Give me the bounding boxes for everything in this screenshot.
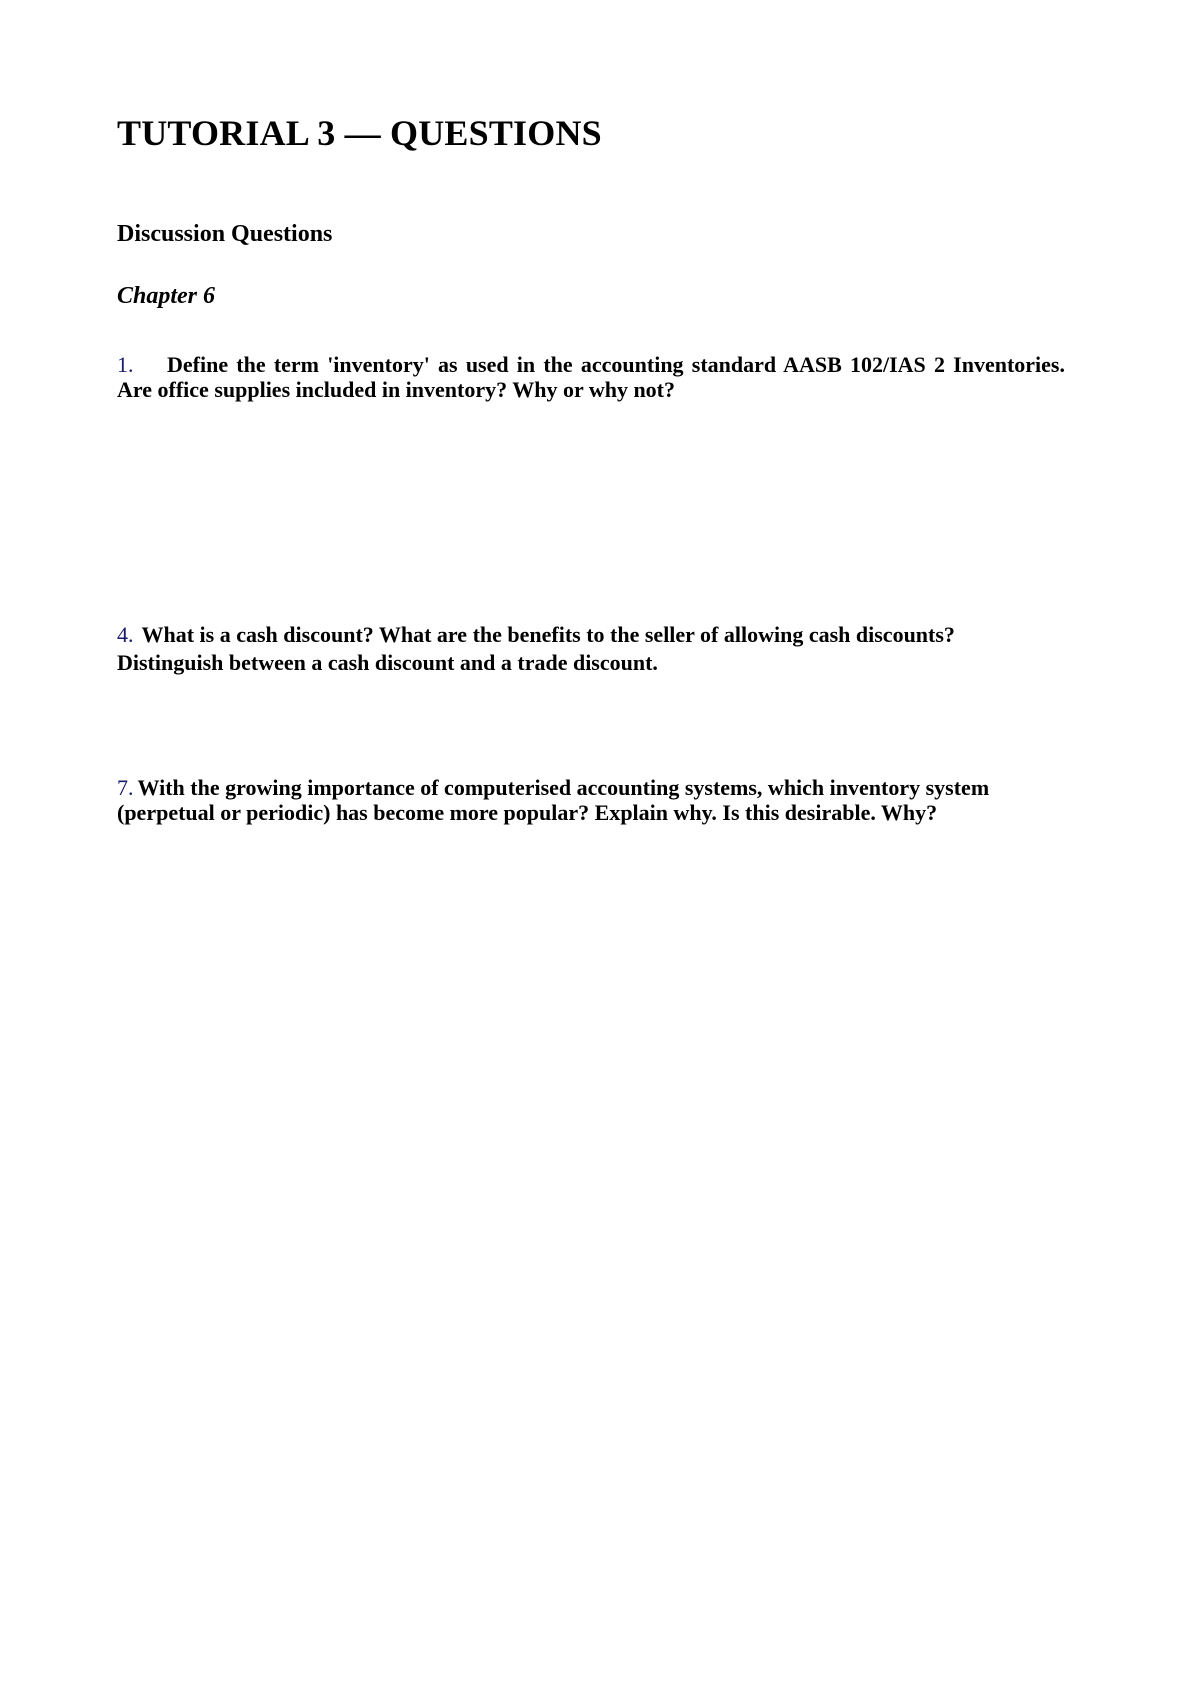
section-heading: Discussion Questions <box>117 221 333 247</box>
question-4 <box>117 621 1017 677</box>
question-text: What is a cash discount? What are the benefits to the seller of allowing cash discounts? Distinguish between a cash discount and a trade discount. <box>117 622 955 675</box>
question-number: 4. <box>117 622 134 647</box>
question-text: Define the term 'inventory' as used in the accounting standard AASB 102/IAS 2 Inventories. Are office supplies included in inventory? Why or why not? <box>117 352 1065 402</box>
question-number: 7. <box>117 775 134 800</box>
question-7 <box>117 775 1057 825</box>
question-number: 1. <box>117 352 134 377</box>
question-text: With the growing importance of computerised accounting systems, which inventory system (perpetual or periodic) has become more popular? Explain why. Is this desirable. Why? <box>117 775 990 825</box>
chapter-heading: Chapter 6 <box>117 283 216 309</box>
question-1 <box>117 352 1065 402</box>
page-title: TUTORIAL 3 — QUESTIONS <box>117 113 602 153</box>
